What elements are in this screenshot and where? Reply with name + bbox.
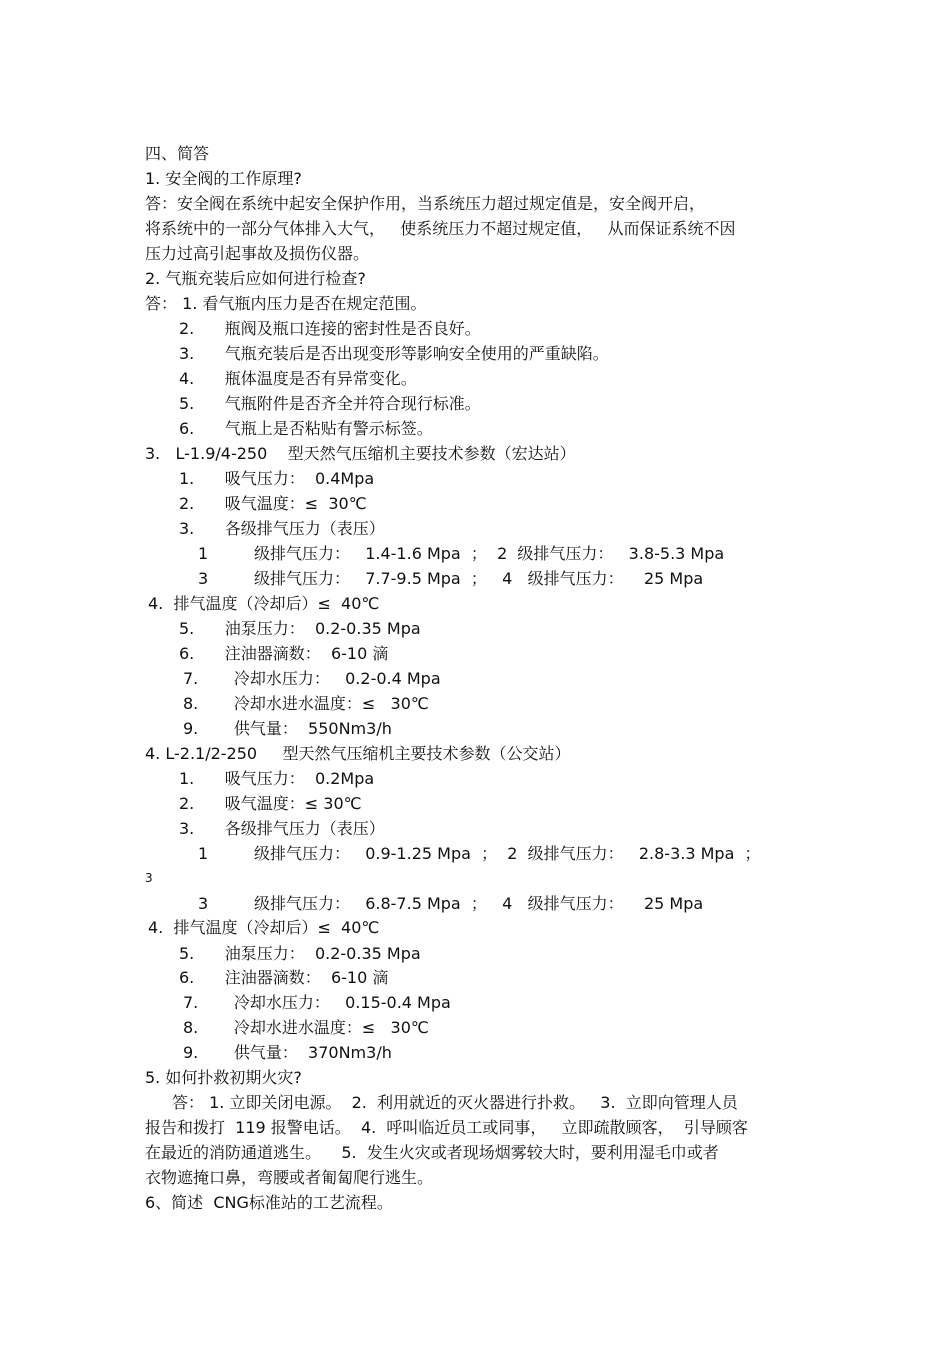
- answer-2-item-4: 4. 瓶体温度是否有异常变化。: [179, 369, 417, 388]
- spec-4-item-4: 4. 排气温度（冷却后）≤ 40℃: [148, 918, 380, 937]
- spec-3-item-7: 7. 冷却水压力： 0.2-0.4 Mpa: [183, 669, 441, 688]
- answer-2-item-3: 3. 气瓶充装后是否出现变形等影响安全使用的严重缺陷。: [179, 344, 609, 363]
- section-heading: 四、简答: [145, 144, 210, 163]
- answer-2-item-5: 5. 气瓶附件是否齐全并符合现行标准。: [179, 394, 481, 413]
- answer-1-line-2: 将系统中的一部分气体排入大气， 使系统压力不超过规定值， 从而保证系统不因: [145, 219, 736, 238]
- answer-5-line-2: 报告和拨打 119 报警电话。 4. 呼叫临近员工或同事， 立即疏散顾客， 引导顾客: [145, 1118, 748, 1137]
- question-3: 3. L-1.9/4-250 型天然气压缩机主要技术参数（宏达站）: [145, 444, 576, 463]
- spec-3-stage-1-2: 1 级排气压力： 1.4-1.6 Mpa ； 2 级排气压力： 3.8-5.3 Mpa: [198, 544, 725, 563]
- spec-3-item-8: 8. 冷却水进水温度：≤ 30℃: [183, 694, 429, 713]
- answer-5-line-3: 在最近的消防通道逃生。 5. 发生火灾或者现场烟雾较大时，要利用湿毛巾或者: [145, 1143, 719, 1162]
- spec-3-item-6: 6. 注油器滴数： 6-10 滴: [179, 644, 389, 663]
- question-4: 4. L-2.1/2-250 型天然气压缩机主要技术参数（公交站）: [145, 744, 571, 763]
- spec-4-item-8: 8. 冷却水进水温度：≤ 30℃: [183, 1018, 429, 1037]
- spec-4-item-3: 3. 各级排气压力（表压）: [179, 819, 385, 838]
- spec-4-item-9: 9. 供气量： 370Nm3/h: [183, 1043, 392, 1062]
- spec-3-item-5: 5. 油泵压力： 0.2-0.35 Mpa: [179, 619, 421, 638]
- spec-4-item-7: 7. 冷却水压力： 0.15-0.4 Mpa: [183, 993, 451, 1012]
- question-2: 2. 气瓶充装后应如何进行检查?: [145, 269, 366, 288]
- spec-3-stage-3-4: 3 级排气压力： 7.7-9.5 Mpa ； 4 级排气压力： 25 Mpa: [198, 569, 704, 588]
- spec-4-item-5: 5. 油泵压力： 0.2-0.35 Mpa: [179, 944, 421, 963]
- spec-3-item-9: 9. 供气量： 550Nm3/h: [183, 719, 392, 738]
- spec-3-item-3: 3. 各级排气压力（表压）: [179, 519, 385, 538]
- question-1: 1. 安全阀的工作原理?: [145, 169, 302, 188]
- spec-3-item-4: 4. 排气温度（冷却后）≤ 40℃: [148, 594, 380, 613]
- answer-5-line-4: 衣物遮掩口鼻，弯腰或者匍匐爬行逃生。: [145, 1168, 434, 1187]
- answer-1-line-1: 答：安全阀在系统中起安全保护作用，当系统压力超过规定值是，安全阀开启，: [145, 194, 706, 213]
- spec-3-item-1: 1. 吸气压力： 0.4Mpa: [179, 469, 375, 488]
- spec-4-stage-3-4: 3 级排气压力： 6.8-7.5 Mpa ； 4 级排气压力： 25 Mpa: [198, 894, 704, 913]
- answer-5-line-1: 答： 1. 立即关闭电源。 2. 利用就近的灭火器进行扑救。 3. 立即向管理人员: [172, 1093, 738, 1112]
- answer-1-line-3: 压力过高引起事故及损伤仪器。: [145, 244, 370, 263]
- spec-4-item-1: 1. 吸气压力： 0.2Mpa: [179, 769, 375, 788]
- spec-4-item-2: 2. 吸气温度：≤ 30℃: [179, 794, 362, 813]
- spec-3-item-2: 2. 吸气温度：≤ 30℃: [179, 494, 367, 513]
- answer-2-item-2: 2. 瓶阀及瓶口连接的密封性是否良好。: [179, 319, 481, 338]
- answer-2-item-1: 答： 1. 看气瓶内压力是否在规定范围。: [145, 294, 427, 313]
- question-6: 6、简述 CNG标准站的工艺流程。: [145, 1193, 393, 1212]
- spec-4-stage-1-2: 1 级排气压力： 0.9-1.25 Mpa ； 2 级排气压力： 2.8-3.3 Mpa ；: [198, 844, 761, 863]
- spec-4-item-6: 6. 注油器滴数： 6-10 滴: [179, 968, 389, 987]
- question-5: 5. 如何扑救初期火灾?: [145, 1068, 302, 1087]
- stray-number: 3: [145, 871, 153, 885]
- answer-2-item-6: 6. 气瓶上是否粘贴有警示标签。: [179, 419, 433, 438]
